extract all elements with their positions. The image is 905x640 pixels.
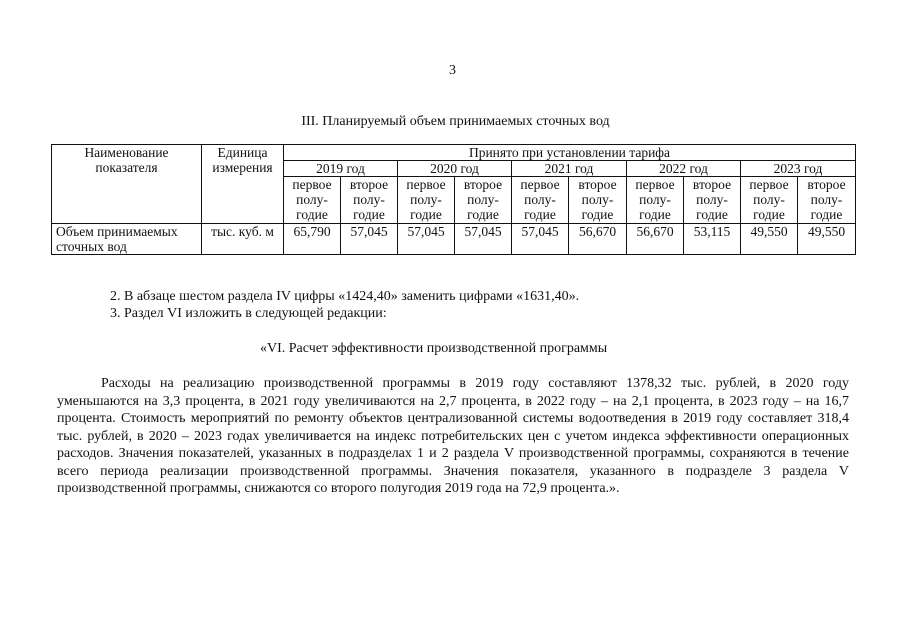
tariff-table	[51, 144, 856, 255]
value-cell: 49,550	[741, 224, 798, 255]
page-number: 3	[449, 63, 456, 78]
first-half-header: первое полу-годие	[741, 177, 798, 224]
second-half-header: второе полу-годие	[341, 177, 398, 224]
second-half-header: второе полу-годие	[455, 177, 512, 224]
year-header: 2022 год	[627, 161, 741, 177]
paragraph-2: 2. В абзаце шестом раздела IV цифры «1424,40» заменить цифрами «1631,40».	[110, 289, 580, 304]
second-half-header: второе полу-годие	[569, 177, 627, 224]
row-indicator-name: Объем принимаемых сточных вод	[52, 224, 202, 255]
first-half-header: первое полу-годие	[512, 177, 569, 224]
header-tariff: Принято при установлении тарифа	[284, 145, 856, 161]
body-paragraph: Расходы на реализацию производственной программы в 2019 году составляют 1378,32 тыс. рублей, в 2020 году уменьшаются на 3,3 процента, в 2021 году увеличиваются на 2,7 процента, в 2022 году – на 2,1 процента, в 2023 году – на 16,7 процента. Стоимость мероприятий по ремонту объектов централизованной системы водоотведения в 2019 году составляет 318,4 тыс. рублей, в 2020 – 2023 годах увеличивается на индекс потребительских цен с учетом индекса эффективности операционных расходов. Значения показателей, указанных в подразделах 1 и 2 раздела V производственной программы, сохраняются в течение всего периода реализации производственной программы. Значения показателя, указанного в подразделе 3 раздела V производственной программы, снижаются со второго полугодия 2019 года на 72,9 процента.».	[57, 376, 849, 496]
value-cell: 65,790	[284, 224, 341, 255]
row-unit: тыс. куб. м	[202, 224, 284, 255]
section-six-title: «VI. Расчет эффективности производственной программы	[260, 341, 608, 356]
header-indicator-name: Наименование показателя	[52, 145, 202, 224]
year-header: 2023 год	[741, 161, 856, 177]
value-cell: 53,115	[684, 224, 741, 255]
value-cell: 57,045	[512, 224, 569, 255]
first-half-header: первое полу-годие	[627, 177, 684, 224]
value-cell: 57,045	[398, 224, 455, 255]
year-header: 2021 год	[512, 161, 627, 177]
second-half-header: второе полу-годие	[684, 177, 741, 224]
value-cell: 56,670	[627, 224, 684, 255]
second-half-header: второе полу-годие	[798, 177, 856, 224]
value-cell: 56,670	[569, 224, 627, 255]
year-header: 2019 год	[284, 161, 398, 177]
value-cell: 57,045	[341, 224, 398, 255]
paragraph-3: 3. Раздел VI изложить в следующей редакции:	[110, 306, 387, 321]
section-title: III. Планируемый объем принимаемых сточных вод	[301, 114, 610, 129]
value-cell: 57,045	[455, 224, 512, 255]
first-half-header: первое полу-годие	[284, 177, 341, 224]
year-header: 2020 год	[398, 161, 512, 177]
first-half-header: первое полу-годие	[398, 177, 455, 224]
header-unit: Единица измерения	[202, 145, 284, 224]
value-cell: 49,550	[798, 224, 856, 255]
